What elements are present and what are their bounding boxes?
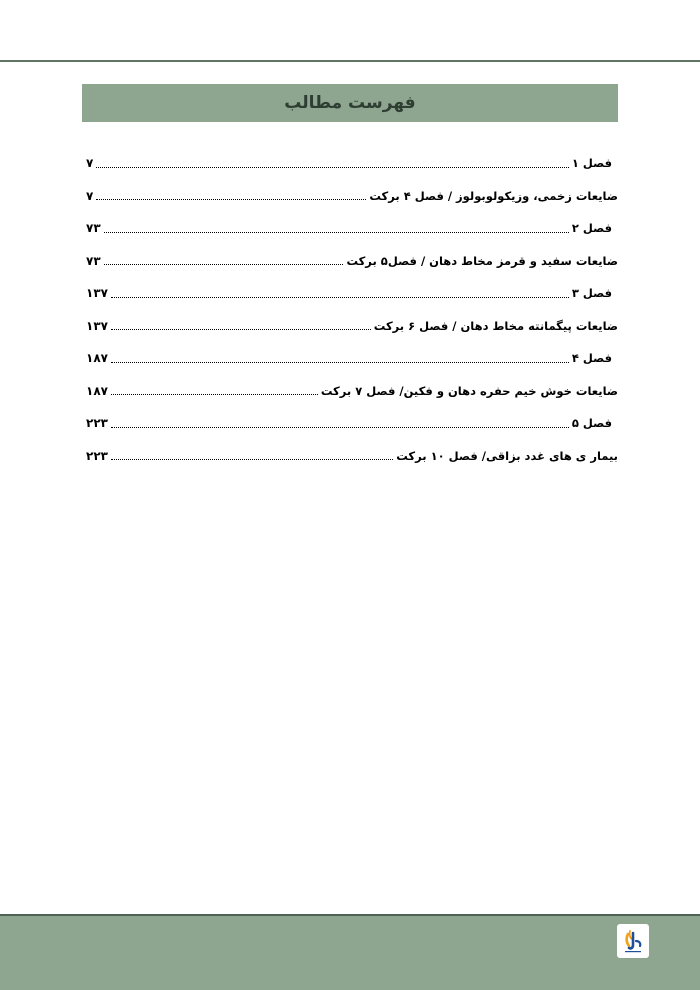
toc-dot-leader [111,329,371,330]
toc-dot-leader [111,297,569,298]
toc-dot-leader [111,427,569,428]
toc-entry-title: ضایعات خوش خیم حفره دهان و فکین/ فصل ۷ برکت [320,383,618,398]
toc-dot-leader [104,264,344,265]
toc-entry-page: ۱۳۷ [86,318,108,333]
toc-entry-title: فصل ۴ [571,351,612,366]
toc-dot-leader [104,232,569,233]
toc-entry-page: ۲۲۳ [86,448,108,463]
toc-entry[interactable] [86,407,618,440]
toc-entry-title: ضایعات پیگمانته مخاط دهان / فصل ۶ برکت [373,318,618,333]
toc-entry-title: فصل ۵ [571,416,612,431]
toc-entry-title: بیمار ی های غدد بزاقی/ فصل ۱۰ برکت [396,448,618,463]
header-rule [0,60,700,62]
toc-dot-leader [111,394,318,395]
toc-dot-leader [111,362,569,363]
toc-entry-page: ۷ [86,156,94,171]
toc-entry-page: ۱۸۷ [86,383,108,398]
toc-entry-title: فصل ۱ [571,156,612,171]
toc-entry-page: ۱۳۷ [86,286,108,301]
toc-entry[interactable] [86,147,618,180]
footer-band [0,916,700,990]
toc-entry[interactable] [86,245,618,278]
toc-entry[interactable] [86,180,618,213]
toc-entry[interactable] [86,310,618,343]
title-banner [82,84,618,122]
toc-dot-leader [96,199,366,200]
toc-entry-title: ضایعات سفید و قرمز مخاط دهان / فصل۵ برکت [346,253,618,268]
toc-entry-title: ضایعات زخمی، وزیکولوبولوز / فصل ۴ برکت [369,188,618,203]
toc-entry-page: ۷۳ [86,253,101,268]
toc-entry[interactable] [86,375,618,408]
toc-entry[interactable] [86,342,618,375]
table-of-contents [86,147,618,472]
toc-dot-leader [111,459,393,460]
toc-entry[interactable] [86,212,618,245]
toc-entry-title: فصل ۲ [571,221,612,236]
toc-entry-page: ۷ [86,188,94,203]
toc-entry-page: ۱۸۷ [86,351,108,366]
toc-entry[interactable] [86,277,618,310]
toc-entry-page: ۷۳ [86,221,101,236]
toc-dot-leader [96,167,569,168]
toc-entry-page: ۲۲۳ [86,416,108,431]
page-title: فهرست مطالب [284,93,416,113]
toc-entry[interactable] [86,440,618,473]
publisher-logo-icon [617,924,649,958]
toc-entry-title: فصل ۳ [571,286,612,301]
